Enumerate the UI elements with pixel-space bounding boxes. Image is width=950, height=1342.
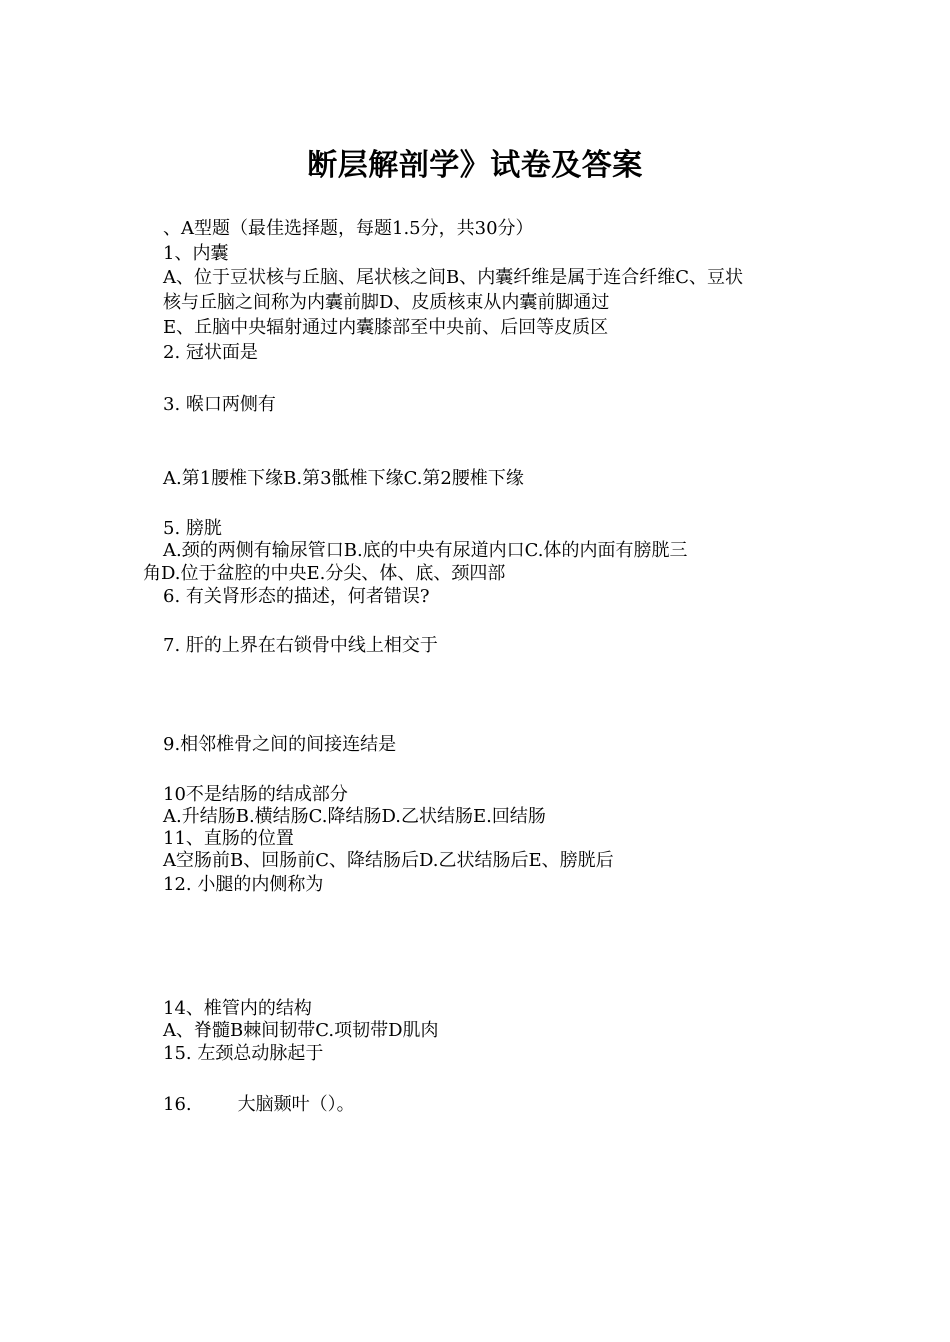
question-16-number: 16.	[163, 1094, 192, 1115]
question-10-options: A.升结肠B.横结肠C.降结肠D.乙状结肠E.回结肠	[163, 806, 546, 827]
question-2: 2. 冠状面是	[163, 342, 258, 363]
question-4-options: A.第1腰椎下缘B.第3骶椎下缘C.第2腰椎下缘	[163, 468, 524, 489]
question-5: 5. 膀胱	[163, 518, 222, 539]
question-10: 10不是结肠的结成部分	[163, 784, 348, 805]
question-3: 3. 喉口两侧有	[163, 394, 276, 415]
question-16	[163, 1093, 355, 1117]
question-14: 14、椎管内的结构	[163, 998, 312, 1019]
question-1-options-line-3: E、丘脑中央辐射通过内囊膝部至中央前、后回等皮质区	[163, 317, 609, 338]
question-6: 6. 有关肾形态的描述，何者错误?	[163, 586, 430, 607]
question-15: 15. 左颈总动脉起于	[163, 1043, 324, 1064]
question-1-options-line-1: A、位于豆状核与丘脑、尾状核之间B、内囊纤维是属于连合纤维C、豆状	[163, 267, 743, 288]
question-7: 7. 肝的上界在右锁骨中线上相交于	[163, 635, 438, 656]
question-1-options-line-2: 核与丘脑之间称为内囊前脚D、皮质核束从内囊前脚通过	[163, 292, 610, 313]
question-5-options-line-1: A.颈的两侧有输尿管口B.底的中央有尿道内口C.体的内面有膀胱三	[163, 540, 688, 561]
question-5-options-line-2: 角D.位于盆腔的中央E.分尖、体、底、颈四部	[143, 563, 506, 584]
question-11-options: A空肠前B、回肠前C、降结肠后D.乙状结肠后E、膀胱后	[163, 850, 614, 871]
question-16-text: 大脑颞叶（）。	[237, 1094, 355, 1115]
question-12: 12. 小腿的内侧称为	[163, 874, 324, 895]
document-title: 断层解剖学》试卷及答案	[307, 148, 643, 183]
question-11: 11、直肠的位置	[163, 828, 294, 849]
question-1: 1、内囊	[163, 243, 229, 264]
section-heading: 、A型题（最佳选择题，每题1.5分，共30分）	[163, 218, 534, 239]
question-9: 9.相邻椎骨之间的间接连结是	[163, 734, 397, 755]
question-14-options: A、脊髓B棘间韧带C.项韧带D肌肉	[163, 1020, 439, 1041]
